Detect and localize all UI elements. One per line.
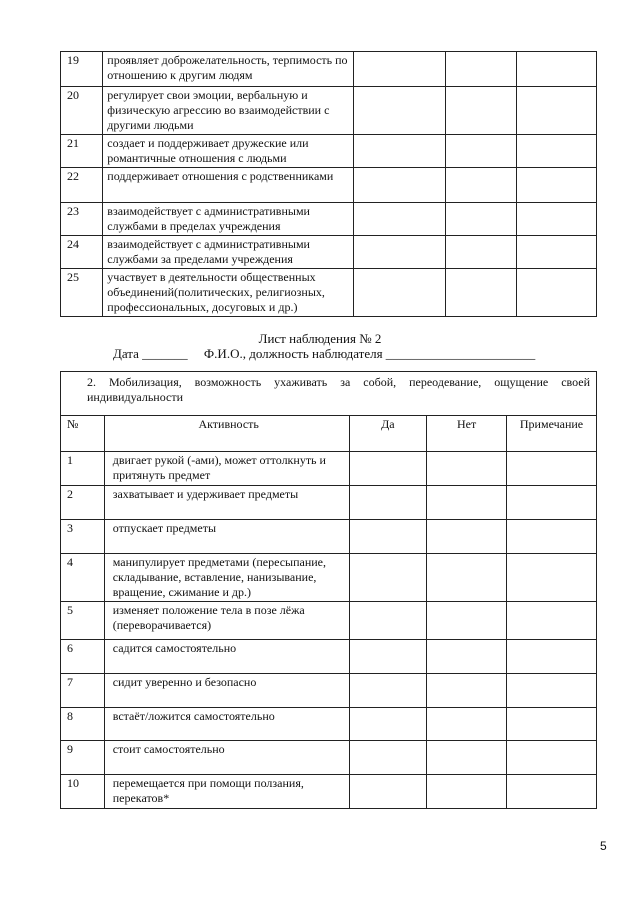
header-note: Примечание xyxy=(507,416,597,452)
note-cell[interactable] xyxy=(507,741,597,775)
row-number: 1 xyxy=(61,452,105,486)
observation-table-part2 xyxy=(60,371,597,809)
row-number: 7 xyxy=(61,674,105,708)
row-number: 10 xyxy=(61,775,105,809)
yes-cell[interactable] xyxy=(349,554,427,602)
no-cell[interactable] xyxy=(427,741,507,775)
observation-table-part1 xyxy=(60,51,597,317)
row-number: 2 xyxy=(61,486,105,520)
no-cell[interactable] xyxy=(427,554,507,602)
section-header-row xyxy=(61,372,597,416)
header-no: Нет xyxy=(427,416,507,452)
mark-cell[interactable] xyxy=(353,168,445,203)
header-number: № xyxy=(61,416,105,452)
row-number: 6 xyxy=(61,640,105,674)
table-row xyxy=(61,775,597,809)
note-cell[interactable] xyxy=(507,554,597,602)
row-number: 24 xyxy=(61,236,103,269)
row-number: 19 xyxy=(61,52,103,87)
yes-cell[interactable] xyxy=(349,640,427,674)
note-cell[interactable] xyxy=(507,602,597,640)
note-cell[interactable] xyxy=(507,452,597,486)
row-number: 4 xyxy=(61,554,105,602)
yes-cell[interactable] xyxy=(349,674,427,708)
page-number: 5 xyxy=(600,839,607,853)
table-row xyxy=(61,554,597,602)
mark-cell[interactable] xyxy=(445,52,516,87)
mark-cell[interactable] xyxy=(445,203,516,236)
activity-cell: отпускает предметы xyxy=(104,520,349,554)
table-row xyxy=(61,640,597,674)
mark-cell[interactable] xyxy=(445,269,516,317)
yes-cell[interactable] xyxy=(349,602,427,640)
mark-cell[interactable] xyxy=(445,87,516,135)
no-cell[interactable] xyxy=(427,708,507,741)
activity-cell: проявляет доброжелательность, терпимость по отношению к другим людям xyxy=(103,52,354,87)
table-row xyxy=(61,452,597,486)
mark-cell[interactable] xyxy=(353,135,445,168)
table-row xyxy=(61,168,597,203)
table-row xyxy=(61,674,597,708)
section-title: 2. Мобилизация, возможность ухаживать за собой, переодевание, ощущение своей индивидуальности xyxy=(61,372,597,416)
table-row xyxy=(61,52,597,87)
mark-cell[interactable] xyxy=(516,269,596,317)
activity-cell: манипулирует предметами (пересыпание, складывание, вставление, нанизывание, вращение, сжимание и др.) xyxy=(104,554,349,602)
no-cell[interactable] xyxy=(427,520,507,554)
yes-cell[interactable] xyxy=(349,452,427,486)
mark-cell[interactable] xyxy=(516,203,596,236)
note-cell[interactable] xyxy=(507,486,597,520)
table-row xyxy=(61,203,597,236)
yes-cell[interactable] xyxy=(349,741,427,775)
mark-cell[interactable] xyxy=(353,52,445,87)
table-row xyxy=(61,269,597,317)
activity-cell: взаимодействует с административными службами в пределах учреждения xyxy=(103,203,354,236)
mark-cell[interactable] xyxy=(353,203,445,236)
mark-cell[interactable] xyxy=(353,236,445,269)
note-cell[interactable] xyxy=(507,520,597,554)
row-number: 9 xyxy=(61,741,105,775)
note-cell[interactable] xyxy=(507,640,597,674)
no-cell[interactable] xyxy=(427,602,507,640)
table-row xyxy=(61,486,597,520)
header-yes: Да xyxy=(349,416,427,452)
activity-cell: стоит самостоятельно xyxy=(104,741,349,775)
mark-cell[interactable] xyxy=(445,135,516,168)
date-observer-line: Дата _______ Ф.И.О., должность наблюдателя _______________________ xyxy=(113,346,536,361)
table-row xyxy=(61,520,597,554)
row-number: 20 xyxy=(61,87,103,135)
yes-cell[interactable] xyxy=(349,520,427,554)
row-number: 21 xyxy=(61,135,103,168)
row-number: 25 xyxy=(61,269,103,317)
activity-cell: участвует в деятельности общественных объединений(политических, религиозных, профессиональных, досуговых и др.) xyxy=(103,269,354,317)
table-row xyxy=(61,741,597,775)
note-cell[interactable] xyxy=(507,674,597,708)
table-row xyxy=(61,708,597,741)
table-row xyxy=(61,87,597,135)
row-number: 8 xyxy=(61,708,105,741)
activity-cell: сидит уверенно и безопасно xyxy=(104,674,349,708)
activity-cell: двигает рукой (-ами), может оттолкнуть и притянуть предмет xyxy=(104,452,349,486)
yes-cell[interactable] xyxy=(349,486,427,520)
no-cell[interactable] xyxy=(427,640,507,674)
mark-cell[interactable] xyxy=(516,168,596,203)
mark-cell[interactable] xyxy=(353,87,445,135)
mark-cell[interactable] xyxy=(516,52,596,87)
row-number: 5 xyxy=(61,602,105,640)
activity-cell: перемещается при помощи ползания, перекатов* xyxy=(104,775,349,809)
activity-cell: захватывает и удерживает предметы xyxy=(104,486,349,520)
row-number: 23 xyxy=(61,203,103,236)
activity-cell: изменяет положение тела в позе лёжа (переворачивается) xyxy=(104,602,349,640)
activity-cell: регулирует свои эмоции, вербальную и физическую агрессию во взаимодействии с другими людьми xyxy=(103,87,354,135)
mark-cell[interactable] xyxy=(516,236,596,269)
mark-cell[interactable] xyxy=(516,135,596,168)
table-row xyxy=(61,236,597,269)
no-cell[interactable] xyxy=(427,486,507,520)
activity-cell: взаимодействует с административными службами за пределами учреждения xyxy=(103,236,354,269)
note-cell[interactable] xyxy=(507,775,597,809)
yes-cell[interactable] xyxy=(349,708,427,741)
no-cell[interactable] xyxy=(427,674,507,708)
activity-cell: поддерживает отношения с родственниками xyxy=(103,168,354,203)
yes-cell[interactable] xyxy=(349,775,427,809)
row-number: 22 xyxy=(61,168,103,203)
note-cell[interactable] xyxy=(507,708,597,741)
mark-cell[interactable] xyxy=(353,269,445,317)
mark-cell[interactable] xyxy=(445,168,516,203)
activity-cell: создает и поддерживает дружеские или романтичные отношения с людьми xyxy=(103,135,354,168)
header-activity: Активность xyxy=(104,416,349,452)
mark-cell[interactable] xyxy=(445,236,516,269)
no-cell[interactable] xyxy=(427,775,507,809)
column-header-row xyxy=(61,416,597,452)
table-row xyxy=(61,602,597,640)
activity-cell: встаёт/ложится самостоятельно xyxy=(104,708,349,741)
sheet-title: Лист наблюдения № 2 xyxy=(258,331,382,346)
no-cell[interactable] xyxy=(427,452,507,486)
table-row xyxy=(61,135,597,168)
activity-cell: садится самостоятельно xyxy=(104,640,349,674)
row-number: 3 xyxy=(61,520,105,554)
mark-cell[interactable] xyxy=(516,87,596,135)
